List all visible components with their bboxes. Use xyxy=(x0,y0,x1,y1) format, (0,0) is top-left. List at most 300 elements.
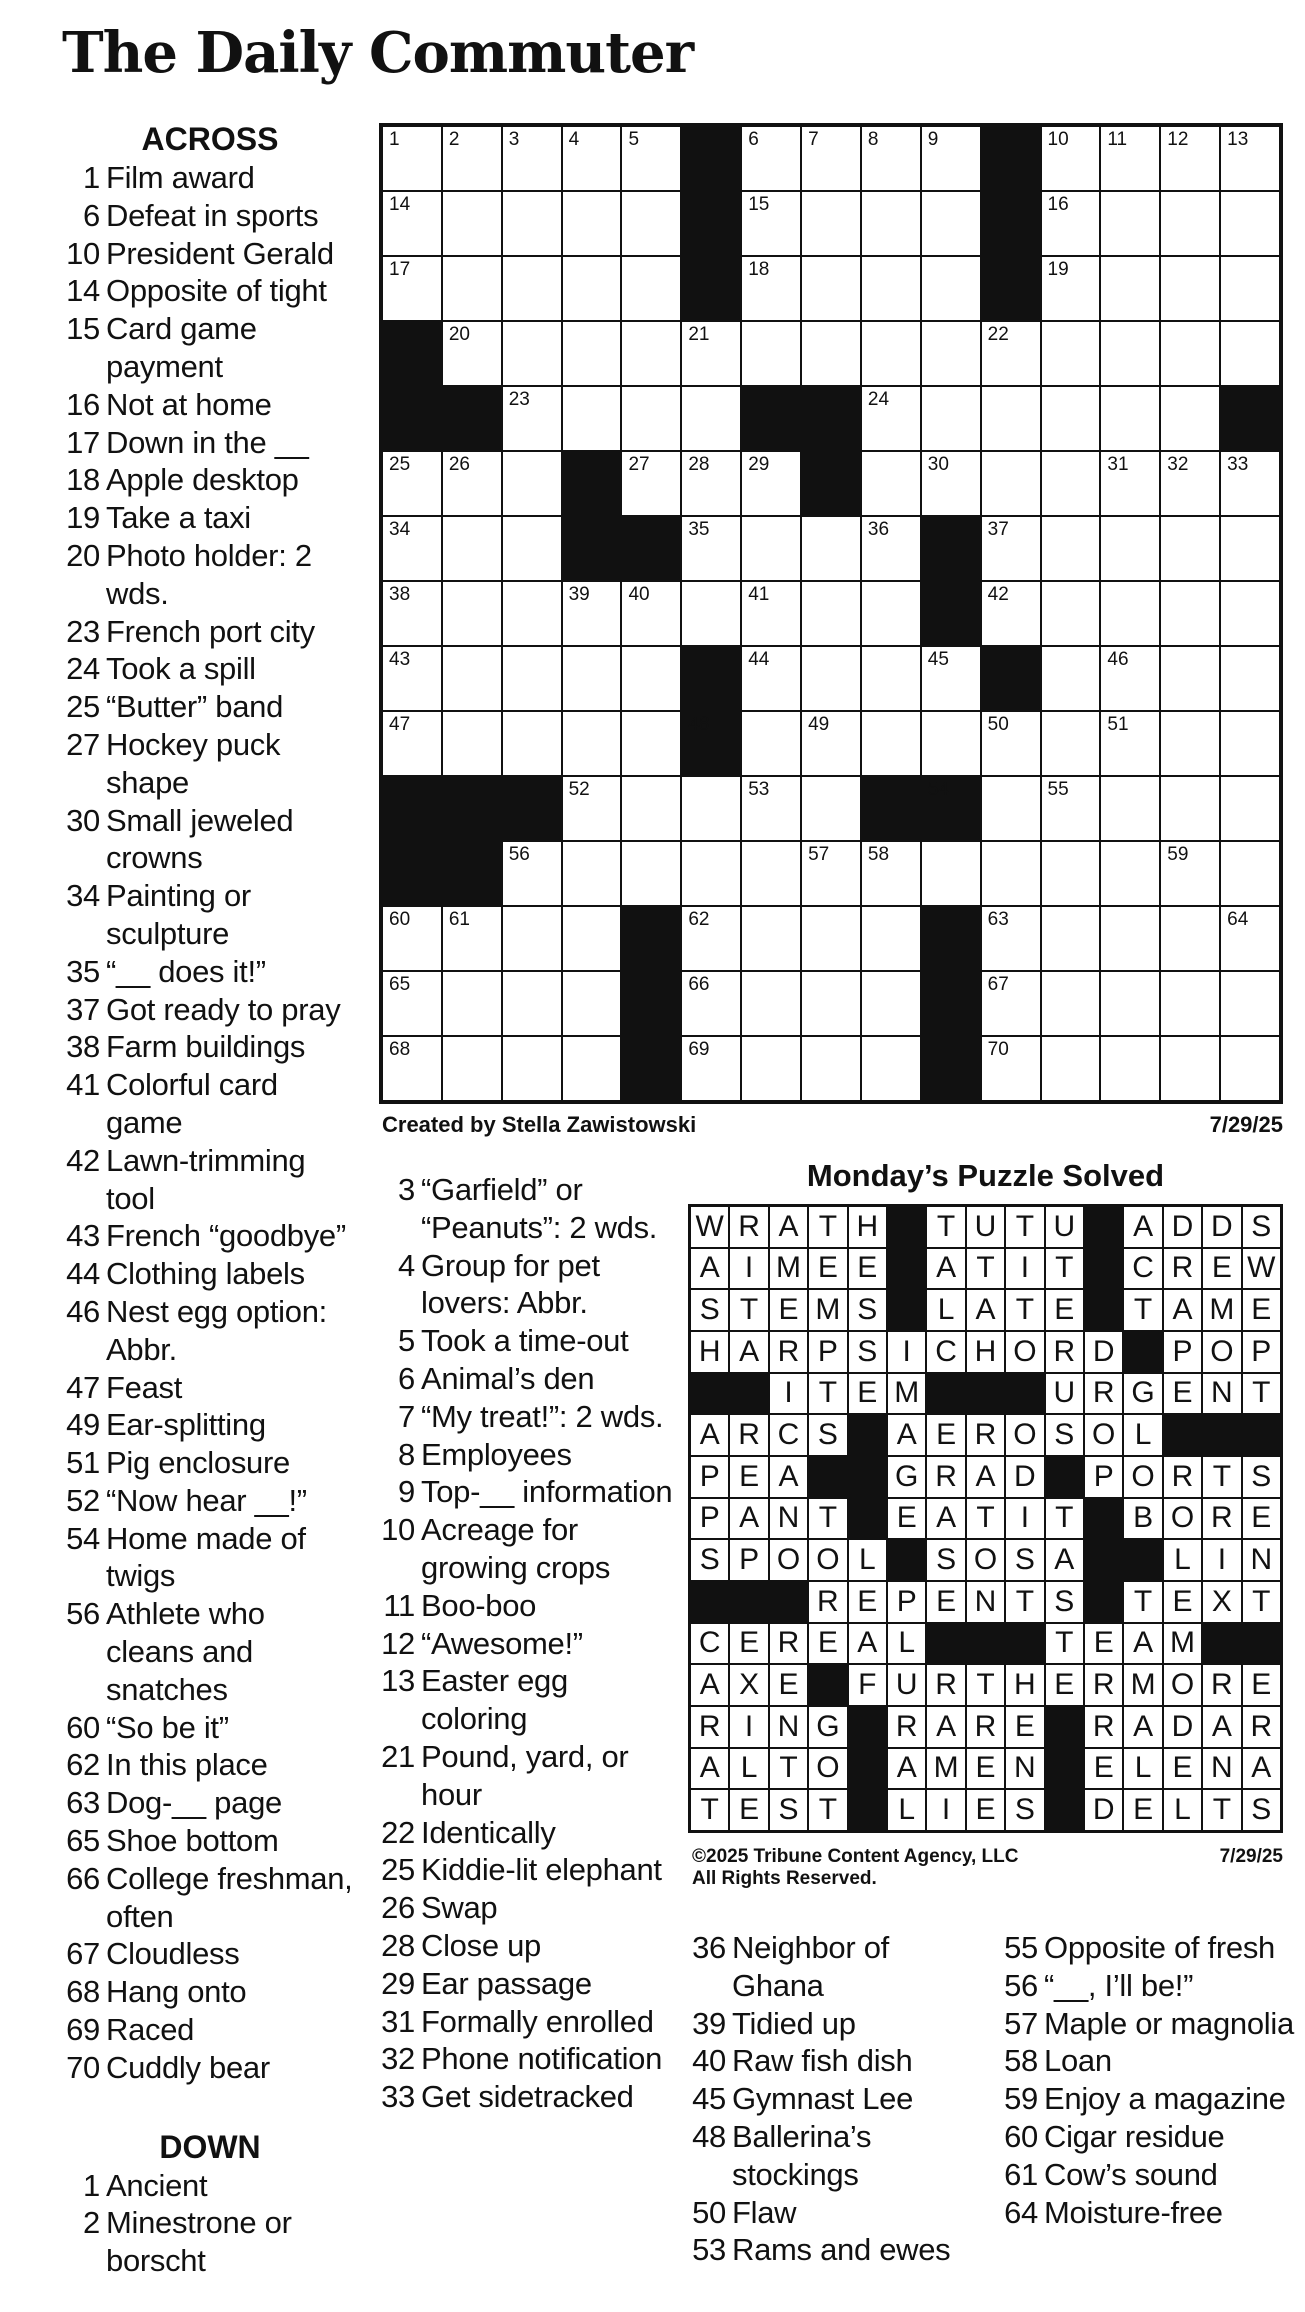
solved-letter-cell: M xyxy=(1124,1665,1161,1705)
grid-cell[interactable] xyxy=(1221,452,1279,515)
grid-cell[interactable] xyxy=(1221,257,1279,320)
grid-cell[interactable] xyxy=(383,712,441,775)
grid-cell[interactable] xyxy=(1042,842,1100,905)
grid-cell[interactable] xyxy=(1161,777,1219,840)
solved-black-square xyxy=(1124,1540,1161,1580)
grid-cell[interactable] xyxy=(563,777,621,840)
grid-cell[interactable] xyxy=(982,972,1040,1035)
cell-number: 46 xyxy=(1107,649,1129,670)
clue-text: Identically xyxy=(421,1814,556,1850)
grid-cell[interactable] xyxy=(682,387,740,450)
solved-letter-cell: I xyxy=(1203,1540,1240,1580)
clue-down-40 xyxy=(686,2042,986,2080)
clue-text: “So be it” xyxy=(106,1709,229,1745)
grid-cell[interactable] xyxy=(1221,712,1279,775)
grid-cell[interactable] xyxy=(503,582,561,645)
grid-cell[interactable] xyxy=(922,647,980,710)
grid-cell[interactable] xyxy=(862,647,920,710)
grid-cell[interactable] xyxy=(1101,387,1159,450)
grid-cell[interactable] xyxy=(862,452,920,515)
grid-cell[interactable] xyxy=(1161,907,1219,970)
grid-cell[interactable] xyxy=(503,907,561,970)
grid-cell[interactable] xyxy=(622,322,680,385)
cell-number: 39 xyxy=(568,584,590,605)
cell-number: 7 xyxy=(808,129,819,150)
cell-number: 16 xyxy=(1047,194,1069,215)
solved-letter-cell: L xyxy=(1124,1415,1161,1455)
grid-cell[interactable] xyxy=(682,1037,740,1100)
solved-letter-cell: I xyxy=(927,1790,964,1830)
grid-cell[interactable] xyxy=(742,192,800,255)
grid-cell[interactable] xyxy=(563,257,621,320)
solved-letter-cell: T xyxy=(809,1207,846,1247)
black-square xyxy=(982,127,1040,190)
grid-cell[interactable] xyxy=(862,192,920,255)
grid-cell[interactable] xyxy=(383,647,441,710)
grid-cell[interactable] xyxy=(742,907,800,970)
grid-cell[interactable] xyxy=(383,517,441,580)
grid-cell[interactable] xyxy=(1221,127,1279,190)
grid-cell[interactable] xyxy=(563,647,621,710)
grid-cell[interactable] xyxy=(922,712,980,775)
grid-cell[interactable] xyxy=(503,257,561,320)
grid-cell[interactable] xyxy=(622,842,680,905)
grid-cell[interactable] xyxy=(682,907,740,970)
grid-cell[interactable] xyxy=(982,842,1040,905)
clue-down-45 xyxy=(686,2080,986,2118)
clue-text: Nest egg option: Abbr. xyxy=(106,1293,327,1367)
grid-cell[interactable] xyxy=(383,257,441,320)
grid-cell[interactable] xyxy=(1221,192,1279,255)
clue-number: 24 xyxy=(66,651,100,687)
grid-cell[interactable] xyxy=(802,127,860,190)
grid-cell[interactable] xyxy=(383,582,441,645)
grid-cell[interactable] xyxy=(1042,452,1100,515)
grid-cell[interactable] xyxy=(383,1037,441,1100)
clue-across-17 xyxy=(60,424,360,462)
solved-letter-cell: S xyxy=(1006,1540,1043,1580)
clue-number: 41 xyxy=(66,1067,100,1103)
grid-cell[interactable] xyxy=(563,582,621,645)
grid-cell[interactable] xyxy=(862,582,920,645)
clue-text: Gymnast Lee xyxy=(732,2081,914,2117)
grid-cell[interactable] xyxy=(982,907,1040,970)
grid-cell[interactable] xyxy=(982,517,1040,580)
grid-cell[interactable] xyxy=(982,387,1040,450)
grid-cell[interactable] xyxy=(622,452,680,515)
solved-letter-cell: A xyxy=(770,1207,807,1247)
solved-letter-cell: S xyxy=(927,1540,964,1580)
grid-cell[interactable] xyxy=(922,322,980,385)
grid-cell[interactable] xyxy=(682,452,740,515)
grid-cell[interactable] xyxy=(1221,972,1279,1035)
cell-number: 59 xyxy=(1167,844,1189,865)
grid-cell[interactable] xyxy=(622,127,680,190)
clue-number: 33 xyxy=(381,2079,415,2115)
clue-number: 67 xyxy=(66,1936,100,1972)
grid-cell[interactable] xyxy=(1161,192,1219,255)
grid-cell[interactable] xyxy=(1101,582,1159,645)
clue-text: “__, I’ll be!” xyxy=(1044,1967,1194,2003)
cell-number: 51 xyxy=(1107,714,1129,735)
grid-cell[interactable] xyxy=(563,712,621,775)
grid-cell[interactable] xyxy=(443,1037,501,1100)
grid-cell[interactable] xyxy=(802,907,860,970)
grid-cell[interactable] xyxy=(503,1037,561,1100)
grid-cell[interactable] xyxy=(1042,907,1100,970)
grid-cell[interactable] xyxy=(922,127,980,190)
grid-cell[interactable] xyxy=(622,647,680,710)
grid-cell[interactable] xyxy=(862,322,920,385)
grid-cell[interactable] xyxy=(383,127,441,190)
clue-across-56 xyxy=(60,1595,360,1708)
grid-cell[interactable] xyxy=(563,127,621,190)
grid-cell[interactable] xyxy=(1042,972,1100,1035)
clue-number: 32 xyxy=(381,2041,415,2077)
grid-cell[interactable] xyxy=(802,972,860,1035)
grid-cell[interactable] xyxy=(1101,712,1159,775)
solved-letter-cell: T xyxy=(1203,1457,1240,1497)
grid-cell[interactable] xyxy=(742,712,800,775)
grid-cell[interactable] xyxy=(742,777,800,840)
clue-number: 58 xyxy=(1004,2043,1038,2079)
cell-number: 3 xyxy=(508,129,520,150)
grid-cell[interactable] xyxy=(503,127,561,190)
grid-cell[interactable] xyxy=(503,517,561,580)
grid-cell[interactable] xyxy=(802,647,860,710)
grid-cell[interactable] xyxy=(1161,452,1219,515)
grid-cell[interactable] xyxy=(742,1037,800,1100)
solved-letter-cell: A xyxy=(1046,1540,1083,1580)
grid-cell[interactable] xyxy=(742,322,800,385)
grid-cell[interactable] xyxy=(1042,777,1100,840)
grid-cell[interactable] xyxy=(1042,322,1100,385)
grid-cell[interactable] xyxy=(802,322,860,385)
grid-cell[interactable] xyxy=(1161,972,1219,1035)
black-square xyxy=(682,647,740,710)
clue-number: 1 xyxy=(83,160,100,195)
clue-text: Lawn-trimming tool xyxy=(106,1142,306,1216)
clue-text: Enjoy a magazine xyxy=(1044,2081,1286,2117)
cell-number: 65 xyxy=(389,974,411,995)
grid-cell[interactable] xyxy=(1101,777,1159,840)
grid-cell[interactable] xyxy=(802,1037,860,1100)
grid-cell[interactable] xyxy=(443,972,501,1035)
grid-cell[interactable] xyxy=(1042,257,1100,320)
grid-cell[interactable] xyxy=(862,387,920,450)
grid-cell[interactable] xyxy=(563,907,621,970)
grid-cell[interactable] xyxy=(982,777,1040,840)
grid-cell[interactable] xyxy=(1221,647,1279,710)
clue-text: Rams and ewes xyxy=(732,2232,951,2268)
grid-cell[interactable] xyxy=(802,517,860,580)
grid-cell[interactable] xyxy=(1161,1037,1219,1100)
clue-down-10 xyxy=(375,1511,675,1587)
grid-cell[interactable] xyxy=(443,127,501,190)
grid-cell[interactable] xyxy=(622,192,680,255)
clue-number: 38 xyxy=(66,1029,100,1065)
solved-letter-cell: G xyxy=(1124,1374,1161,1414)
clue-down-32 xyxy=(375,2040,675,2078)
grid-cell[interactable] xyxy=(1042,387,1100,450)
grid-cell[interactable] xyxy=(1101,452,1159,515)
solved-black-square xyxy=(849,1457,886,1497)
grid-cell[interactable] xyxy=(622,712,680,775)
grid-cell[interactable] xyxy=(1042,582,1100,645)
grid-cell[interactable] xyxy=(862,712,920,775)
grid-cell[interactable] xyxy=(682,322,740,385)
clue-across-70 xyxy=(60,2049,360,2087)
grid-cell[interactable] xyxy=(443,907,501,970)
grid-cell[interactable] xyxy=(1101,842,1159,905)
solved-letter-cell: E xyxy=(888,1499,925,1539)
clue-down-9 xyxy=(375,1473,675,1511)
clue-text: Farm buildings xyxy=(106,1029,306,1065)
grid-cell[interactable] xyxy=(1161,517,1219,580)
solved-black-square xyxy=(1006,1374,1043,1414)
grid-cell[interactable] xyxy=(563,322,621,385)
grid-cell[interactable] xyxy=(982,322,1040,385)
grid-cell[interactable] xyxy=(682,972,740,1035)
solved-black-square xyxy=(849,1499,886,1539)
grid-cell[interactable] xyxy=(682,582,740,645)
grid-cell[interactable] xyxy=(383,452,441,515)
grid-cell[interactable] xyxy=(1221,582,1279,645)
black-square xyxy=(563,452,621,515)
grid-cell[interactable] xyxy=(1042,712,1100,775)
cell-number: 60 xyxy=(389,909,411,930)
grid-cell[interactable] xyxy=(802,842,860,905)
grid-cell[interactable] xyxy=(1101,647,1159,710)
solved-letter-cell: T xyxy=(730,1290,767,1330)
solved-letter-cell: O xyxy=(809,1749,846,1789)
grid-cell[interactable] xyxy=(862,257,920,320)
grid-cell[interactable] xyxy=(1042,517,1100,580)
grid-cell[interactable] xyxy=(1042,647,1100,710)
grid-cell[interactable] xyxy=(922,257,980,320)
grid-cell[interactable] xyxy=(1221,1037,1279,1100)
clue-text: Moisture-free xyxy=(1044,2194,1223,2230)
grid-cell[interactable] xyxy=(503,712,561,775)
clue-number: 26 xyxy=(381,1890,415,1926)
grid-cell[interactable] xyxy=(742,842,800,905)
clue-text: Hockey puck shape xyxy=(106,726,281,800)
cell-number: 68 xyxy=(389,1039,411,1060)
clue-down-56 xyxy=(998,1967,1298,2005)
grid-cell[interactable] xyxy=(503,647,561,710)
grid-cell[interactable] xyxy=(622,387,680,450)
grid-cell[interactable] xyxy=(1101,322,1159,385)
grid-cell[interactable] xyxy=(862,517,920,580)
grid-cell[interactable] xyxy=(922,387,980,450)
grid-cell[interactable] xyxy=(1042,1037,1100,1100)
solved-letter-cell: W xyxy=(1243,1249,1280,1289)
clue-across-67 xyxy=(60,1935,360,1973)
grid-cell[interactable] xyxy=(862,127,920,190)
grid-cell[interactable] xyxy=(443,192,501,255)
clue-down-61 xyxy=(998,2156,1298,2194)
grid-cell[interactable] xyxy=(563,387,621,450)
solved-letter-cell: P xyxy=(1243,1332,1280,1372)
grid-cell[interactable] xyxy=(563,192,621,255)
clue-down-12 xyxy=(375,1625,675,1663)
solved-letter-cell: I xyxy=(770,1374,807,1414)
solved-black-square xyxy=(691,1374,728,1414)
grid-cell[interactable] xyxy=(982,712,1040,775)
grid-cell[interactable] xyxy=(563,1037,621,1100)
grid-cell[interactable] xyxy=(443,712,501,775)
grid-cell[interactable] xyxy=(682,517,740,580)
clue-across-41 xyxy=(60,1066,360,1142)
grid-cell[interactable] xyxy=(383,192,441,255)
grid-cell[interactable] xyxy=(1101,257,1159,320)
grid-cell[interactable] xyxy=(383,972,441,1035)
grid-cell[interactable] xyxy=(622,257,680,320)
clue-text: Film award xyxy=(106,160,255,195)
grid-cell[interactable] xyxy=(1101,517,1159,580)
black-square xyxy=(622,1037,680,1100)
grid-cell[interactable] xyxy=(443,647,501,710)
grid-cell[interactable] xyxy=(1161,387,1219,450)
grid-cell[interactable] xyxy=(503,972,561,1035)
black-square xyxy=(622,517,680,580)
grid-cell[interactable] xyxy=(742,582,800,645)
grid-cell[interactable] xyxy=(982,582,1040,645)
grid-cell[interactable] xyxy=(1221,907,1279,970)
grid-cell[interactable] xyxy=(682,777,740,840)
solved-letter-cell: I xyxy=(730,1249,767,1289)
clue-across-46 xyxy=(60,1293,360,1369)
cell-number: 29 xyxy=(748,454,770,475)
grid-cell[interactable] xyxy=(503,452,561,515)
cell-number: 37 xyxy=(987,519,1009,540)
grid-cell[interactable] xyxy=(1161,842,1219,905)
solved-letter-cell: I xyxy=(1006,1249,1043,1289)
solved-letter-cell: S xyxy=(1046,1415,1083,1455)
grid-cell[interactable] xyxy=(622,777,680,840)
grid-cell[interactable] xyxy=(1161,712,1219,775)
grid-cell[interactable] xyxy=(742,972,800,1035)
grid-cell[interactable] xyxy=(1221,322,1279,385)
clue-across-44 xyxy=(60,1255,360,1293)
black-square xyxy=(802,387,860,450)
grid-cell[interactable] xyxy=(503,842,561,905)
grid-cell[interactable] xyxy=(742,647,800,710)
grid-cell[interactable] xyxy=(742,257,800,320)
grid-cell[interactable] xyxy=(1221,777,1279,840)
grid-cell[interactable] xyxy=(802,712,860,775)
black-square xyxy=(982,192,1040,255)
grid-cell[interactable] xyxy=(742,127,800,190)
grid-cell[interactable] xyxy=(802,192,860,255)
clue-across-54 xyxy=(60,1520,360,1596)
solved-letter-cell: R xyxy=(888,1707,925,1747)
clue-number: 37 xyxy=(66,991,100,1027)
grid-cell[interactable] xyxy=(1042,127,1100,190)
grid-cell[interactable] xyxy=(1221,517,1279,580)
clue-text: Feast xyxy=(106,1369,183,1405)
grid-cell[interactable] xyxy=(503,387,561,450)
clue-text: Formally enrolled xyxy=(421,2003,654,2039)
grid-cell[interactable] xyxy=(1101,127,1159,190)
grid-cell[interactable] xyxy=(862,907,920,970)
solved-letter-cell: N xyxy=(770,1499,807,1539)
grid-cell[interactable] xyxy=(982,452,1040,515)
grid-cell[interactable] xyxy=(443,322,501,385)
grid-cell[interactable] xyxy=(862,842,920,905)
grid-cell[interactable] xyxy=(862,972,920,1035)
clue-across-52 xyxy=(60,1482,360,1520)
solved-letter-cell: E xyxy=(1243,1290,1280,1330)
grid-cell[interactable] xyxy=(802,582,860,645)
solved-black-square xyxy=(1124,1332,1161,1372)
clue-text: Hang onto xyxy=(106,1974,247,2010)
grid-cell[interactable] xyxy=(742,517,800,580)
grid-cell[interactable] xyxy=(443,452,501,515)
grid-cell[interactable] xyxy=(982,1037,1040,1100)
grid-cell[interactable] xyxy=(1101,907,1159,970)
grid-cell[interactable] xyxy=(1161,127,1219,190)
grid-cell[interactable] xyxy=(1161,582,1219,645)
grid-cell[interactable] xyxy=(563,842,621,905)
solved-letter-cell: T xyxy=(1046,1624,1083,1664)
grid-cell[interactable] xyxy=(922,452,980,515)
grid-cell[interactable] xyxy=(1161,322,1219,385)
grid-cell[interactable] xyxy=(1101,192,1159,255)
grid-cell[interactable] xyxy=(503,322,561,385)
grid-cell[interactable] xyxy=(922,842,980,905)
grid-cell[interactable] xyxy=(802,257,860,320)
clue-text: Cow’s sound xyxy=(1044,2156,1218,2192)
grid-cell[interactable] xyxy=(862,1037,920,1100)
grid-cell[interactable] xyxy=(742,452,800,515)
clue-down-8 xyxy=(375,1436,675,1474)
cell-number: 62 xyxy=(688,909,710,930)
solved-letter-cell: I xyxy=(1006,1499,1043,1539)
grid-cell[interactable] xyxy=(1101,1037,1159,1100)
cell-number: 56 xyxy=(508,844,530,865)
grid-cell[interactable] xyxy=(443,257,501,320)
grid-cell[interactable] xyxy=(802,777,860,840)
grid-cell[interactable] xyxy=(443,517,501,580)
grid-cell[interactable] xyxy=(503,192,561,255)
grid-cell[interactable] xyxy=(383,907,441,970)
grid-cell[interactable] xyxy=(443,582,501,645)
solved-letter-cell: R xyxy=(730,1415,767,1455)
clue-number: 40 xyxy=(692,2043,726,2079)
clue-text: Small jeweled crowns xyxy=(106,802,294,876)
down-clue-list-start xyxy=(60,2167,360,2280)
solved-letter-cell: T xyxy=(1006,1290,1043,1330)
grid-cell[interactable] xyxy=(1161,647,1219,710)
solved-letter-cell: R xyxy=(1085,1665,1122,1705)
grid-cell[interactable] xyxy=(1101,972,1159,1035)
grid-cell[interactable] xyxy=(622,582,680,645)
grid-cell[interactable] xyxy=(563,972,621,1035)
grid-cell[interactable] xyxy=(1042,192,1100,255)
solved-letter-cell: A xyxy=(1124,1207,1161,1247)
solved-letter-cell: P xyxy=(809,1332,846,1372)
grid-cell[interactable] xyxy=(922,192,980,255)
grid-cell[interactable] xyxy=(682,842,740,905)
solved-black-square xyxy=(849,1749,886,1789)
grid-cell[interactable] xyxy=(1221,842,1279,905)
clue-across-38 xyxy=(60,1028,360,1066)
clue-across-63 xyxy=(60,1784,360,1822)
grid-cell[interactable] xyxy=(1161,257,1219,320)
clue-across-35 xyxy=(60,953,360,991)
solved-letter-cell: A xyxy=(730,1499,767,1539)
